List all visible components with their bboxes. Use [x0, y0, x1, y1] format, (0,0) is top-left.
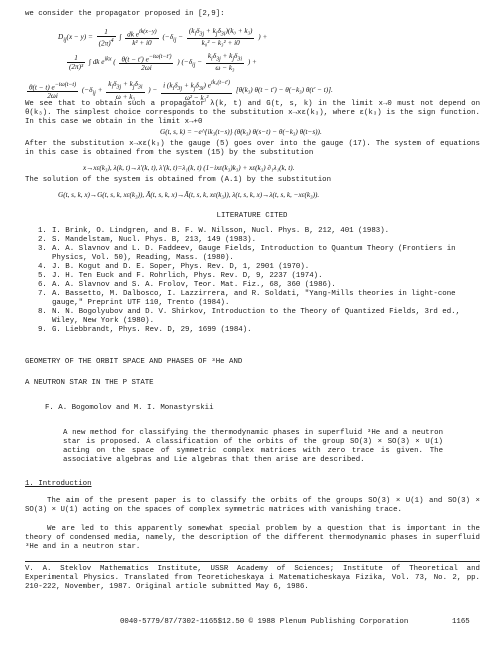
paragraph-1: We see that to obtain such a propagator λ(k, t) and G(t, s, k) in the limit x→0 must not depend on θ(k₃). The simplest choice corresponds to the substitution x→xε(k₃), where ε(k₃) is the sign function. In this case we obtain in the limit x→+0 [25, 100, 480, 126]
footnote-divider [25, 561, 480, 562]
section-heading-introduction: 1. Introduction [25, 480, 92, 488]
abstract: A new method for classifying the thermodynamic phases in superfluid ³He and a neutron star is proposed. A classification of the orbits of the group SO(3) × SO(3) × U(1) acting on the space of symmetric complex matrices with zero trace is given. The associative algebras and Lie algebras that then arise are described. [63, 429, 443, 464]
equation-1-line-3: $\frac{\theta(t - t) e^{-i\omega(t-t)}}{2\omega i}$ ($-\delta_{ij}$ + $\frac{k_i\delta_{3j} + k_j\delta_{3i}}{\text{ω + k₃}}$ ) − $\frac{i (k_i\delta_{3j} + k_j\delta_{3i}) e^{ik_3(t-t')}}{\text{ω² − k₃²}}$ [θ(k₃) θ(t − t′) − θ(−k₃) θ(t′ − t)]. [29, 80, 333, 102]
literature-cited-heading: LITERATURE CITED [216, 212, 288, 220]
introduction-paragraph-1: The aim of the present paper is to classify the orbits of the groups SO(3) × U(1) and SO(3) × SO(3) × U(1) acting on the spaces of complex symmetric matrices with vanishing trace. [25, 497, 480, 514]
equation-2: G(t, s, k) = −e^{ik₃(t−s)} (θ(k₃) θ(s−t) − θ(−k₃) θ(t−s)). [160, 128, 322, 136]
copyright-line: 0040-5779/87/7302-1165$12.50 © 1988 Plenum Publishing Corporation [120, 618, 409, 626]
paragraph-3: The solution of the system is obtained from (A.1) by the substitution [25, 176, 332, 184]
intro-line: we consider the propagator proposed in [2,9]: [25, 10, 225, 18]
article-title-line-2: A NEUTRON STAR IN THE P STATE [25, 379, 154, 387]
article-title-line-1: GEOMETRY OF THE ORBIT SPACE AND PHASES OF ³He AND [25, 358, 243, 366]
equation-3: x→xε(k₃), λ(k, t)→λ′(k, t), λ′(k, t)=λ₁(k, t) (1−ixε(k₃)k₃) + xε(k₃) ∂₁λ₁(k, t). [83, 164, 295, 172]
equation-1-line-2: $\frac{1}{\text{(2π)³}}$ ∫ dk $e^{ikx}$ ( $\frac{\theta(t - t') e^{-i\omega(t-t')}}{2\omega i}$ ) ($-\delta_{ij}$ − $\frac{k_i\delta_{3j} + k_j\delta_{3i}}{\text{ω − k₃}}$ ) + [69, 52, 257, 73]
equation-4: G(t, s, k, x)→G(t, s, k, xε(k₃)), Ā(t, s, k, x)→Ā(t, s, k, xε(k₃)), λ(t, s, k, x)→λ(t, s, k, −xε(k₃)). [58, 191, 320, 199]
article-authors: F. A. Bogomolov and M. I. Monastyrskii [45, 404, 214, 412]
footnote: V. A. Steklov Mathematics Institute, USSR Academy of Sciences; Institute of Theoretical and Experimental Physics. Translated from Teoreticheskaya i Matematicheskaya Fizika, Vol. 73, No. 2, pp. 210-222, November, 1987. Original article submitted May 6, 1986. [25, 565, 480, 591]
paragraph-2: After the substitution x→xε(k₃) the gauge (5) goes over into the gauge (17). The system of equations in this case is obtained from the system (15) by the substitution [25, 140, 480, 157]
page-number: 1165 [452, 618, 470, 626]
document-page: we consider the propagator proposed in [2,9]: $D_{ij}(x - y)$ = $\frac{1}{(2\pi)^4}$ ∫ $\frac{dk e^{ik(x-y)}}{\text{k² + i0}}$ ($-\delta_{ij}$ − $\frac{(k_i\delta_{3j} + k_j\delta_{3i})(k_0 + k_3)}{\text{k₀² − k₃² + i0}}$ ) + $\frac{1}{\text{(2π)³}}$ ∫ dk $e^{ikx}$ ( $\frac{\theta(t - t') e^{-i\omega(t-t')}}{2\omega i}$ ) ($-\delta_{ij}$ − $\frac{k_i\delta_{3j} + k_j\delta_{3i}}{\text{ω − k₃}}$ ) + $\frac{\theta(t - t) e^{-i\omega(t-t)}}{2\omega i}$ ($-\delta_{ij}$ + $\frac{k_i\delta_{3j} + k_j\delta_{3i}}{\text{ω + k₃}}$ ) − $\frac{i (k_i\delta_{3j} + k_j\delta_{3i}) e^{ik_3(t-t')}}{\text{ω² − k₃²}}$ [θ(k₃) θ(t − t′) − θ(−k₃) θ(t′ − t)]. We see that to obtain such a propagator λ(k, t) and G(t, s, k) in the limit x→0 must not depend on θ(k₃). The simplest choice corresponds to the substitution x→xε(k₃), where ε(k₃) is the sign function. In this case we obtain in the limit x→+0 G(t, s, k) = −e^{ik₃(t−s)} (θ(k₃) θ(s−t) − θ(−k₃) θ(t−s)). After the substitution x→xε(k₃) the gauge (5) goes over into the gauge (17). The system of equations in this case is obtained from the system (15) by the substitution x→xε(k₃), λ(k, t)→λ′(k, t), λ′(k, t)=λ₁(k, t) (1−ixε(k₃)k₃) + xε(k₃) ∂₁λ₁(k, t). The solution of the system is obtained from (A.1) by the substitution G(t, s, k, x)→G(t, s, k, xε(k₃)), Ā(t, s, k, x)→Ā(t, s, k, xε(k₃)), λ(t, s, k, x)→λ(t, s, k, −xε(k₃)). LITERATURE CITED 1. I. Brink, O. Lindgren, and B. F. W. Nilsson, Nucl. Phys. B, 212, 401 (1983). 2. S. Mandelstam, Nucl. Phys. B, 213, 149 (1983). 3. A. A. Slavnov and L. D. Faddeev, Gauge Fields, Introduction to Quantum Theory (Frontiers in Physics, Vol. 50), Reading, Mass. (1980). 4. J. B. Kogut and D. E. Soper, Phys. Rev. D, 1, 2901 (1970). 5. J. H. Ten Euck and F. Rohrlich, Phys. Rev. D, 9, 2237 (1974). 6. A. A. Slavnov and S. A. Frolov, Teor. Mat. Fiz., 68, 360 (1986). 7. A. Bassetto, M. Dalbosco, I. Lazzirrera, and R. Soldati, "Yang-Mills theories in light-cone gauge," Preprint UTF 110, Trento (1984). 8. N. N. Bogolyubov and D. V. Shirkov, Introduction to the Theory of Quantized Fields, 3rd ed., Wiley, New York (1980). 9. G. Liebbrandt, Phys. Rev. D, 29, 1699 (1984). GEOMETRY OF THE ORBIT SPACE AND PHASES OF ³He AND A NEUTRON STAR IN THE P STATE F. A. Bogomolov and M. I. Monastyrskii A new method for classifying the thermodynamic phases in superfluid ³He and a neutron star is proposed. A classification of the orbits of the group SO(3) × SO(3) × U(1) acting on the space of symmetric complex matrices with zero trace is given. The associative algebras and Lie algebras that then arise are described. 1. Introduction The aim of the present paper is to classify the orbits of the groups SO(3) × U(1) and SO(3) × SO(3) × U(1) acting on the spaces of complex symmetric matrices with vanishing trace. We are led to this apparently somewhat special problem by a question that is important in the theory of condensed media, namely, the description of the different thermodynamic phases in superfluid ³He and in a neutron star. V. A. Steklov Mathematics Institute, USSR Academy of Sciences; Institute of Theoretical and Experimental Physics. Translated from Teoreticheskaya i Matematicheskaya Fizika, Vol. 73, No. 2, pp. 210-222, November, 1987. Original article submitted May 6, 1986. 0040-5779/87/7302-1165$12.50 © 1988 Plenum Publishing Corporation 1165 [0, 0, 504, 645]
introduction-paragraph-2: We are led to this apparently somewhat special problem by a question that is important in the theory of condensed media, namely, the description of the different thermodynamic phases in superfluid ³He and in a neutron star. [25, 525, 480, 551]
equation-1-line-1: $D_{ij}(x - y)$ = $\frac{1}{(2\pi)^4}$ ∫ $\frac{dk e^{ik(x-y)}}{\text{k² + i0}}$ ($-\delta_{ij}$ − $\frac{(k_i\delta_{3j} + k_j\delta_{3i})(k_0 + k_3)}{\text{k₀² − k₃² + i0}}$ ) + [58, 27, 268, 48]
